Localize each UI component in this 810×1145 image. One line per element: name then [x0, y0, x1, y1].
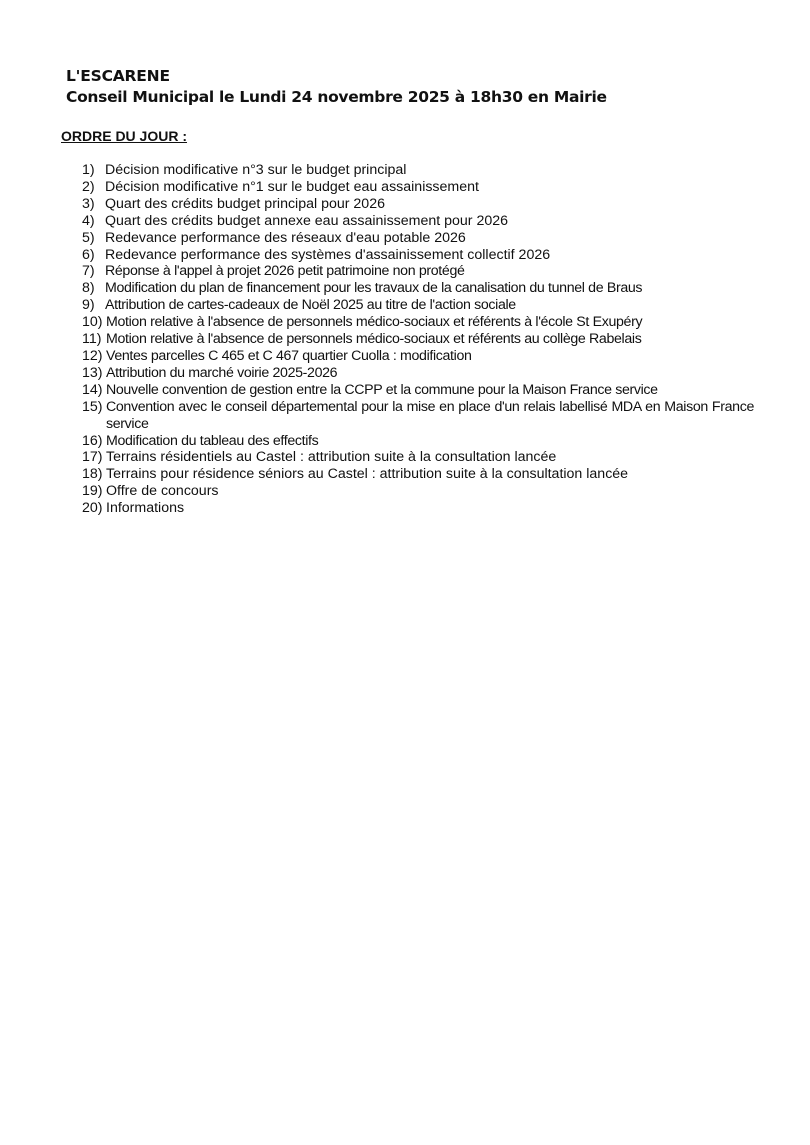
item-text: Offre de concours: [106, 483, 219, 500]
item-text: Quart des crédits budget annexe eau assainissement pour 2026: [105, 212, 509, 229]
town-title: L'ESCARENE: [66, 67, 170, 85]
agenda-item: [82, 314, 754, 331]
item-text: Convention avec le conseil départemental pour la mise en place d'un relais labellisé MDA en Maison France service: [106, 398, 754, 432]
item-text: Décision modificative n°1 sur le budget eau assainissement: [105, 178, 479, 195]
agenda-list: [82, 162, 754, 517]
agenda-item: [82, 433, 754, 450]
item-text: Nouvelle convention de gestion entre la CCPP et la commune pour la Maison France service: [106, 381, 658, 398]
item-number: 1): [82, 162, 95, 178]
item-number: 4): [82, 212, 95, 229]
item-number: 15): [82, 398, 103, 415]
item-text: Redevance performance des réseaux d'eau potable 2026: [105, 229, 466, 246]
agenda-item: [82, 399, 754, 433]
item-number: 13): [82, 364, 103, 381]
item-number: 9): [82, 297, 95, 314]
agenda-heading: ORDRE DU JOUR :: [61, 128, 188, 144]
item-number: 7): [82, 263, 95, 280]
agenda-item: [82, 382, 754, 399]
item-text: Quart des crédits budget principal pour 2026: [105, 195, 385, 212]
agenda-item: [82, 162, 754, 179]
item-number: 5): [82, 229, 95, 246]
item-text: Terrains résidentiels au Castel : attribution suite à la consultation lancée: [106, 449, 557, 466]
agenda-item: [82, 230, 754, 247]
agenda-item: [82, 196, 754, 213]
item-text: Modification du tableau des effectifs: [106, 432, 319, 449]
item-number: 12): [82, 347, 103, 364]
item-number: 11): [82, 331, 102, 348]
item-text: Terrains pour résidence séniors au Castel : attribution suite à la consultation lancée: [106, 466, 629, 483]
item-text: Attribution de cartes-cadeaux de Noël 2025 au titre de l'action sociale: [105, 297, 516, 314]
item-number: 3): [82, 195, 95, 212]
item-text: Attribution du marché voirie 2025-2026: [106, 364, 338, 381]
item-text: Modification du plan de financement pour les travaux de la canalisation du tunnel de Braus: [105, 280, 643, 297]
item-number: 6): [82, 246, 95, 263]
item-number: 8): [82, 280, 95, 297]
item-text: Informations: [106, 500, 185, 517]
item-number: 17): [82, 449, 103, 466]
item-number: 10): [82, 314, 103, 331]
item-number: 2): [82, 178, 95, 195]
meeting-title: Conseil Municipal le Lundi 24 novembre 2025 à 18h30 en Mairie: [66, 88, 607, 106]
agenda-item: [82, 179, 754, 196]
item-text: Réponse à l'appel à projet 2026 petit patrimoine non protégé: [105, 263, 465, 280]
item-text: Motion relative à l'absence de personnels médico-sociaux et référents au collège Rabelais: [106, 331, 642, 348]
item-number: 19): [82, 483, 103, 500]
agenda-item: [82, 348, 754, 365]
item-text: Motion relative à l'absence de personnels médico-sociaux et référents à l'école St Exupéry: [106, 314, 643, 331]
item-number: 14): [82, 381, 103, 398]
item-text: Ventes parcelles C 465 et C 467 quartier Cuolla : modification: [106, 347, 472, 364]
agenda-item: [82, 297, 754, 314]
item-number: 20): [82, 500, 103, 517]
agenda-item: [82, 280, 754, 297]
item-number: 18): [82, 466, 103, 483]
item-text: Décision modificative n°3 sur le budget principal: [105, 162, 407, 178]
agenda-item: [82, 263, 754, 280]
agenda-item: [82, 331, 754, 348]
agenda-item: [82, 500, 754, 517]
agenda-item: [82, 449, 754, 466]
item-text: Redevance performance des systèmes d'assainissement collectif 2026: [105, 246, 551, 263]
agenda-item: [82, 213, 754, 230]
item-number: 16): [82, 432, 103, 449]
agenda-item: [82, 483, 754, 500]
agenda-item: [82, 466, 754, 483]
agenda-item: [82, 247, 754, 264]
agenda-item: [82, 365, 754, 382]
